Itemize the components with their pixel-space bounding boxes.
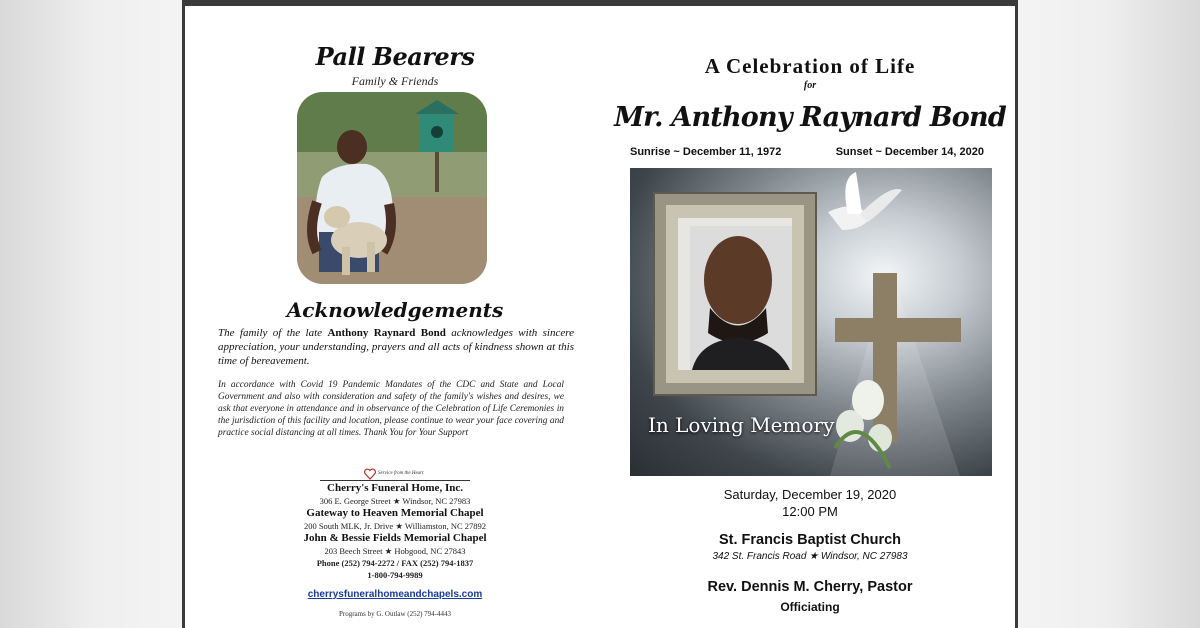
service-date: Saturday, December 19, 2020 bbox=[723, 487, 897, 502]
pallbearers-title: Pall Bearers bbox=[315, 42, 475, 71]
ack-text-pre: The family of the late bbox=[218, 327, 328, 339]
officiant-name: Rev. Dennis M. Cherry, Pastor bbox=[707, 579, 913, 595]
church-name: St. Francis Baptist Church bbox=[718, 532, 902, 548]
website-link[interactable]: cherrysfuneralhomeandchapels.com bbox=[307, 589, 483, 600]
acknowledgement-paragraph bbox=[218, 326, 574, 368]
funeral-home-address: 306 E. George Street ★ Windsor, NC 27983 bbox=[319, 496, 471, 506]
chapel-1-address: 200 South MLK, Jr. Drive ★ Williamston, NC 27892 bbox=[303, 521, 487, 531]
ack-text-post: acknowledges with sincere appreciation, your understanding, prayers and all acts of kindness shown at this time of bereavement. bbox=[218, 327, 574, 367]
life-dates bbox=[630, 146, 984, 158]
officiating-label: Officiating bbox=[780, 600, 840, 614]
phone-fax: Phone (252) 794-2272 / FAX (252) 794-1837 bbox=[316, 558, 474, 568]
in-loving-memory-text: In Loving Memory bbox=[648, 413, 835, 437]
programs-credit: Programs by G. Outlaw (252) 794-4443 bbox=[339, 610, 451, 618]
celebration-title: A Celebration of Life bbox=[704, 54, 916, 78]
pallbearer-photo-illustration bbox=[297, 92, 487, 284]
funeral-home-logo bbox=[320, 470, 470, 482]
pallbearer-photo bbox=[297, 92, 487, 284]
pallbearers-subtitle: Family & Friends bbox=[351, 74, 439, 88]
service-time: 12:00 PM bbox=[782, 504, 838, 519]
for-label: for bbox=[803, 80, 817, 91]
acknowledgements-title: Acknowledgements bbox=[286, 298, 504, 322]
chapel-2-address: 203 Beech Street ★ Hobgood, NC 27843 bbox=[324, 546, 466, 556]
memorial-image bbox=[630, 168, 992, 476]
program-sheet bbox=[182, 0, 1018, 628]
funeral-home-block bbox=[185, 470, 605, 602]
funeral-home-name: Cherry's Funeral Home, Inc. bbox=[327, 482, 463, 494]
church-address: 342 St. Francis Road ★ Windsor, NC 27983 bbox=[712, 551, 908, 562]
logo-tagline: Service from the Heart bbox=[378, 471, 424, 476]
deceased-name: Mr. Anthony Raynard Bond bbox=[614, 102, 1006, 133]
heart-icon bbox=[364, 468, 376, 480]
deceased-name-inline: Anthony Raynard Bond bbox=[327, 327, 446, 339]
chapel-2-name: John & Bessie Fields Memorial Chapel bbox=[303, 532, 487, 544]
covid-notice: In accordance with Covid 19 Pandemic Mandates of the CDC and State and Local Government and also with consideration and safety of the family's wishes and desires, we ask that everyone in attendance and in observance of the Celebration of Life Ceremonies in the jurisdiction of this facility and location, please continue to wear your face covering and practice social distancing at all times. Thank You for Your Support bbox=[218, 380, 564, 438]
sunset-date: Sunset ~ December 14, 2020 bbox=[835, 146, 984, 158]
sunrise-date: Sunrise ~ December 11, 1972 bbox=[630, 146, 782, 158]
toll-free-number: 1-800-794-9989 bbox=[367, 570, 423, 580]
logo-rule bbox=[320, 480, 470, 481]
service-date-time bbox=[605, 486, 1015, 520]
chapel-1-name: Gateway to Heaven Memorial Chapel bbox=[306, 507, 484, 519]
